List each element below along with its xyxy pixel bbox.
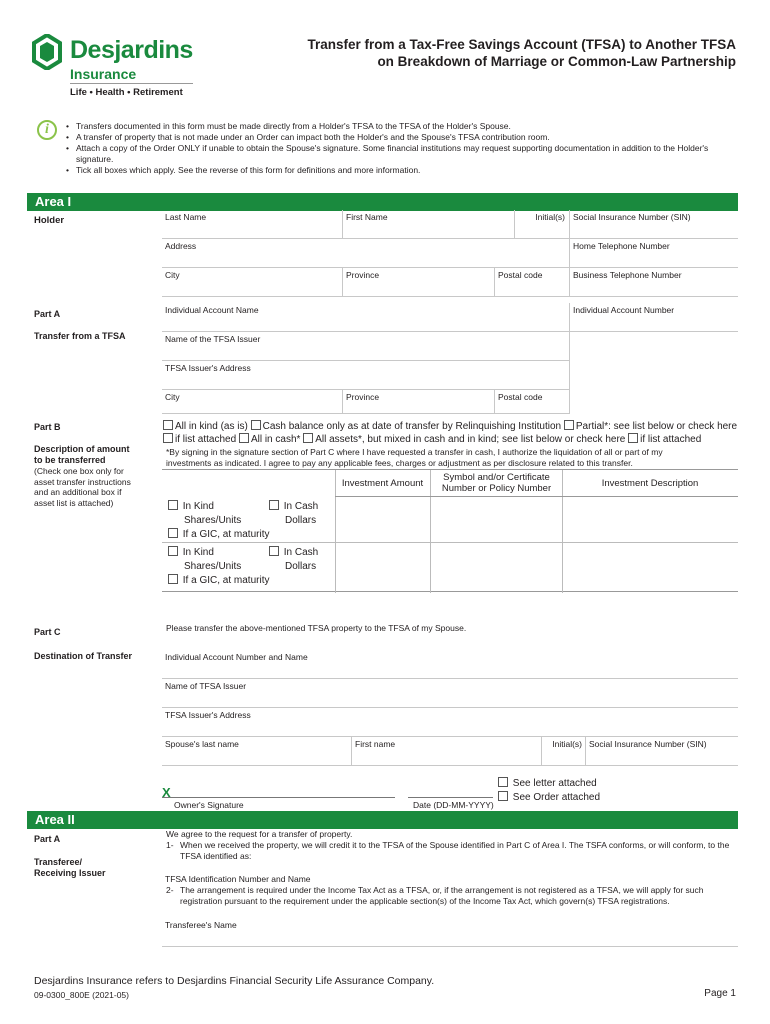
area-2-header: Area II	[27, 811, 738, 829]
signature-mark: X	[162, 785, 171, 800]
postal-code-field[interactable]: Postal code	[495, 268, 570, 297]
row2-in-kind-label: In Kind	[182, 547, 214, 558]
issuer-postal-code-field[interactable]: Postal code	[495, 390, 570, 414]
issuer-province-field[interactable]: Province	[343, 390, 495, 414]
initials-field[interactable]: Initial(s)	[515, 210, 570, 239]
see-letter-checkbox[interactable]	[498, 777, 508, 787]
tfsa-identification-field[interactable]: TFSA Identification Number and Name	[165, 874, 311, 884]
brand-division: Insurance	[70, 66, 137, 82]
item-1-text: When we received the property, we will credit it to the TFSA of the Spouse identified in Part C of Area I. The TSFA conforms, or will conform, to the TFSA identified as:	[180, 840, 730, 861]
area-1-header: Area I	[27, 193, 738, 211]
row1-shares-label: Shares/Units	[184, 515, 242, 526]
investment-row-2-options	[168, 546, 269, 588]
title-line-1: Transfer from a Tax-Free Savings Account (TFSA) to Another TFSA	[307, 37, 736, 52]
row1-in-kind-checkbox[interactable]	[168, 500, 178, 510]
date-label: Date (DD-MM-YYYY)	[413, 800, 494, 810]
col-investment-description: Investment Description	[601, 478, 699, 489]
transferee-name-field[interactable]: Transferee's Name	[162, 918, 738, 947]
owner-signature-line[interactable]	[162, 797, 395, 798]
individual-account-number-field[interactable]: Individual Account Number	[570, 303, 738, 332]
row2-in-cash-label: In Cash	[283, 547, 319, 558]
area2-part-a-description: Transferee/ Receiving Issuer	[34, 857, 106, 878]
cash-disclosure: *By signing in the signature section of Part C where I have requested a transfer in cash, I authorize the liquidation of all or part of my investments as indicated. I agree to pay any applicable fees, charges or adjustment as per disclosure related to this transfer.	[166, 447, 663, 468]
row2-in-kind-checkbox[interactable]	[168, 546, 178, 556]
all-assets-label: All assets*, but mixed in cash and in kind; see list below or check here	[315, 434, 626, 445]
cash-balance-checkbox[interactable]	[251, 420, 261, 430]
spouse-sin-field[interactable]: Social Insurance Number (SIN)	[586, 737, 738, 766]
province-field[interactable]: Province	[343, 268, 495, 297]
row2-gic-checkbox[interactable]	[168, 574, 178, 584]
partial-list-label: if list attached	[175, 434, 237, 445]
investment-row-1-cash	[269, 500, 318, 528]
cash-balance-label: Cash balance only as at date of transfer by Relinquishing Institution	[262, 421, 562, 432]
transfer-options	[163, 420, 738, 446]
owner-signature-label: Owner's Signature	[174, 800, 244, 810]
investment-row-2-cash	[269, 546, 318, 574]
sin-field[interactable]: Social Insurance Number (SIN)	[570, 210, 738, 239]
info-icon: i	[37, 120, 57, 140]
col-symbol-number: Symbol and/or Certificate Number or Policy Number	[441, 472, 552, 494]
address-field[interactable]: Address	[162, 239, 570, 268]
row1-gic-checkbox[interactable]	[168, 528, 178, 538]
see-order-checkbox[interactable]	[498, 791, 508, 801]
investment-row-1-options	[168, 500, 269, 542]
page-number: Page 1	[704, 988, 736, 999]
row1-dollars-label: Dollars	[285, 515, 317, 526]
item-2-number: 2-	[166, 885, 174, 895]
part-b-description: Description of amount to be transferred	[34, 444, 130, 465]
form-title	[307, 36, 736, 70]
footer-note: Desjardins Insurance refers to Desjardins Financial Security Life Assurance Company.	[34, 975, 435, 987]
first-name-field[interactable]: First Name	[343, 210, 515, 239]
info-bullets	[64, 121, 714, 176]
brand-tagline: Life • Health • Retirement	[70, 87, 183, 98]
part-b-note: (Check one box only for asset transfer instructions and an additional box if asset list is attached)	[34, 466, 131, 508]
city-field[interactable]: City	[162, 268, 343, 297]
row2-gic-label: If a GIC, at maturity	[182, 575, 270, 586]
all-assets-list-label: if list attached	[640, 434, 702, 445]
part-a-description: Transfer from a TFSA	[34, 331, 126, 341]
brand-name: Desjardins	[70, 36, 193, 64]
destination-issuer-name-field[interactable]: Name of TFSA Issuer	[162, 679, 738, 708]
destination-issuer-address-field[interactable]: TFSA Issuer's Address	[162, 708, 738, 737]
row1-in-cash-label: In Cash	[283, 501, 319, 512]
info-bullet: • Transfers documented in this form must be made directly from a Holder's TFSA to the TFSA of the Holder's Spouse.	[64, 121, 714, 132]
partial-label: Partial*: see list below or check here	[575, 421, 738, 432]
info-bullet: • Attach a copy of the Order ONLY if unable to obtain the Spouse's signature. Some financial institutions may request supporting documentation in addition to the Holder's signature.	[64, 143, 714, 165]
part-c-description: Destination of Transfer	[34, 651, 133, 661]
row1-in-cash-checkbox[interactable]	[269, 500, 279, 510]
info-bullet: • A transfer of property that is not made under an Order can impact both the Holder's and the Spouse's TFSA contribution room.	[64, 132, 714, 143]
home-telephone-field[interactable]: Home Telephone Number	[570, 239, 738, 268]
part-c-label: Part C	[34, 627, 61, 637]
issuer-city-field[interactable]: City	[162, 390, 343, 414]
part-c-instruction: Please transfer the above-mentioned TFSA property to the TFSA of my Spouse.	[166, 623, 467, 633]
business-telephone-field[interactable]: Business Telephone Number	[570, 268, 738, 297]
investment-table	[162, 469, 738, 592]
holder-label: Holder	[34, 215, 65, 226]
row1-gic-label: If a GIC, at maturity	[182, 529, 270, 540]
see-letter-label: See letter attached	[512, 778, 597, 789]
spouse-initials-field[interactable]: Initial(s)	[542, 737, 586, 766]
item-2-text: The arrangement is required under the Income Tax Act as a TFSA, or, if the arrangement is not registered as a TFSA, we will apply for such registration pursuant to the requirement under the applicable section(s) of the Income Tax Act, which govern(s) TFSA registrations.	[180, 885, 704, 906]
logo	[32, 34, 197, 98]
all-in-kind-checkbox[interactable]	[163, 420, 173, 430]
date-line[interactable]	[408, 797, 493, 798]
all-in-cash-label: All in cash*	[250, 434, 301, 445]
last-name-field[interactable]: Last Name	[162, 210, 343, 239]
form-code: 09-0300_800E (2021-05)	[34, 990, 129, 1000]
see-order-label: See Order attached	[512, 792, 601, 803]
all-assets-checkbox[interactable]	[303, 433, 313, 443]
info-bullet: • Tick all boxes which apply. See the reverse of this form for definitions and more information.	[64, 165, 714, 176]
spouse-first-name-field[interactable]: First name	[352, 737, 542, 766]
tfsa-issuer-name-field[interactable]: Name of the TFSA Issuer	[162, 332, 570, 361]
part-a-label: Part A	[34, 309, 61, 319]
row1-in-kind-label: In Kind	[182, 501, 214, 512]
desjardins-hexagon-icon	[32, 34, 62, 70]
partial-list-attached-checkbox[interactable]	[163, 433, 173, 443]
col-investment-amount: Investment Amount	[341, 478, 424, 489]
all-assets-list-attached-checkbox[interactable]	[628, 433, 638, 443]
individual-account-name-field[interactable]: Individual Account Name	[162, 303, 570, 332]
all-in-kind-label: All in kind (as is)	[175, 421, 248, 432]
area2-part-a-label: Part A	[34, 834, 61, 844]
all-in-cash-checkbox[interactable]	[239, 433, 249, 443]
spouse-last-name-field[interactable]: Spouse's last name	[162, 737, 352, 766]
destination-account-field[interactable]: Individual Account Number and Name	[162, 650, 738, 679]
part-b-label: Part B	[34, 422, 61, 432]
attachments	[498, 777, 600, 805]
row2-dollars-label: Dollars	[285, 561, 317, 572]
tfsa-issuer-address-field[interactable]: TFSA Issuer's Address	[162, 361, 570, 390]
partial-checkbox[interactable]	[564, 420, 574, 430]
row2-shares-label: Shares/Units	[184, 561, 242, 572]
title-line-2: on Breakdown of Marriage or Common-Law Partnership	[377, 54, 736, 69]
item-1-number: 1-	[166, 840, 174, 850]
agree-statement: We agree to the request for a transfer of property.	[166, 829, 353, 839]
row2-in-cash-checkbox[interactable]	[269, 546, 279, 556]
